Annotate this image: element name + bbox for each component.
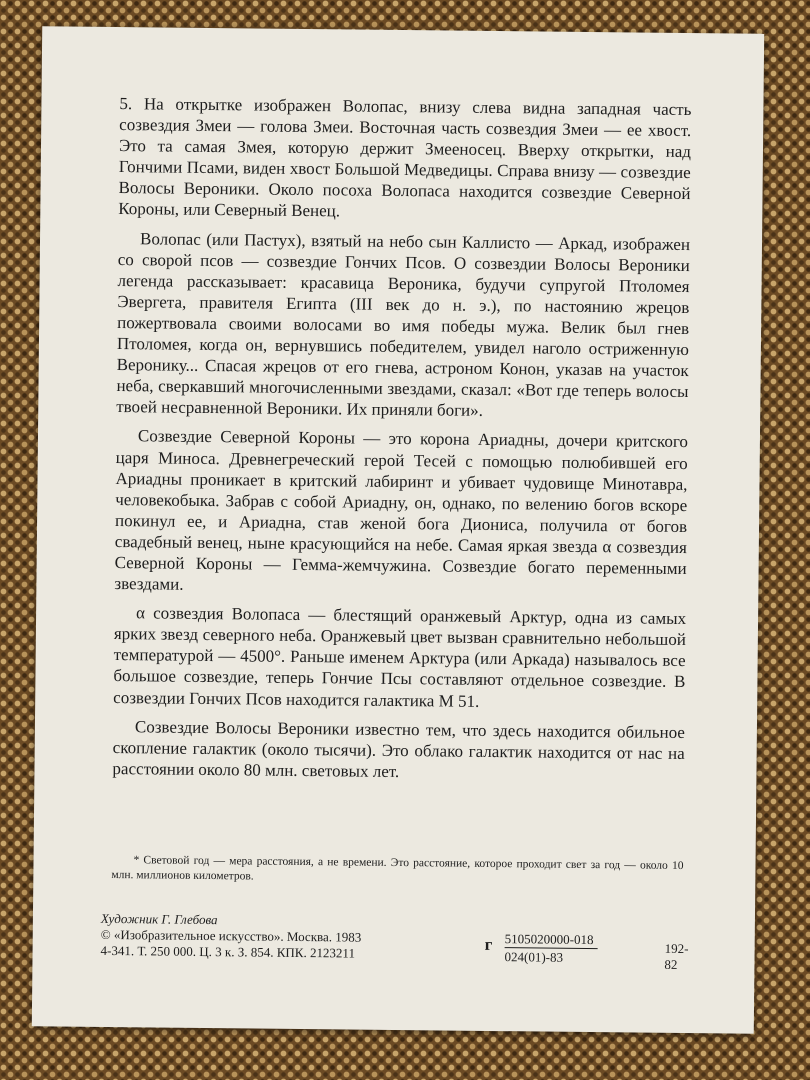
order-line: 4-341. Т. 250 000. Ц. 3 к. З. 854. КПК. 2123211 [100,942,356,961]
index-numerator: 5105020000-018 [505,931,598,949]
publisher-line: © «Изобразительное искусство». Москва. 1983 [100,926,362,945]
index-letter: г [484,934,493,955]
postcard [32,26,764,1034]
paragraph-3: Созвездие Северной Короны — это корона Ариадны, дочери критского царя Миноса. Древнегреческий герой Тесей с помощью полюбившей его Ариадны проникает в критский лабиринт и убивает чудовище Минотавра, человекобыка. Забрав с собой Ариадну, он, однако, по велению богов вскоре покинул ее, и Ариадна, став женой бога Диониса, получила от богов свадебный венец, ныне красующийся на небе. Самая яркая звезда α созвездия Северной Короны — Гемма-жемчужина. Созвездие богато переменными звездами. [114,426,689,594]
paragraph-1: 5. На открытке изображен Волопас, внизу слева видна западная часть созвездия Змеи — голова Змеи. Восточная часть созвездия Змеи — ее хвост. Это та самая Змея, которую держит Змееносец. Вверху открытки, над Гончими Псами, виден хвост Большой Медведицы. Справа внизу — созвездие Волосы Вероники. Около посоха Волопаса находится созвездие Северной Короны, или Северный Венец. [118,94,692,221]
paragraph-5: Созвездие Волосы Вероники известно тем, что здесь находится обильное скопление галактик (около тысячи). Это облако галактик находится от нас на расстоянии около 80 млн. световых лет. [112,716,685,781]
artist-credit: Художник Г. Глебова [100,910,218,928]
index-code: 192-82 [664,940,689,972]
paragraph-2: Волопас (или Пастух), взятый на небо сын Каллисто — Аркад, изображен со сворой псов — созвездие Гончих Псов. О созвездии Волосы Вероники легенда рассказывает: красавица Вероника, будучи супругой Птоломея Эвергета, правителя Египта (III век до н. э.), по настоянию жрецов пожертвовала своими волосами во имя победы мужа. Велик был гнев Птоломея, когда он, вернувшись победителем, увидел наголо остриженную Веронику... Спасая жрецов от его гнева, астроном Конон, указав на участок неба, сверкавший многочисленными звездами, сказал: «Вот где теперь волосы твоей несравненной Вероники. Их приняли боги». [116,228,691,421]
paragraph-4: α созвездия Волопаса — блестящий оранжевый Арктур, одна из самых ярких звезд северного неба. Оранжевый цвет вызван сравнительно небольшой температурой — 4500°. Раньше именем Арктура (или Аркада) называлось все большое созвездие, теперь Гончие Псы составляют отдельное созвездие. В созвездии Гончих Псов находится галактика М 51. [113,603,687,711]
main-text [112,93,691,793]
imprint [100,910,700,972]
index-denominator: 024(01)-83 [504,949,564,965]
footnote: * Световой год — мера расстояния, а не времени. Это расстояние, которое проходит свет за год — около 10 млн. миллионов километров. [111,854,684,883]
